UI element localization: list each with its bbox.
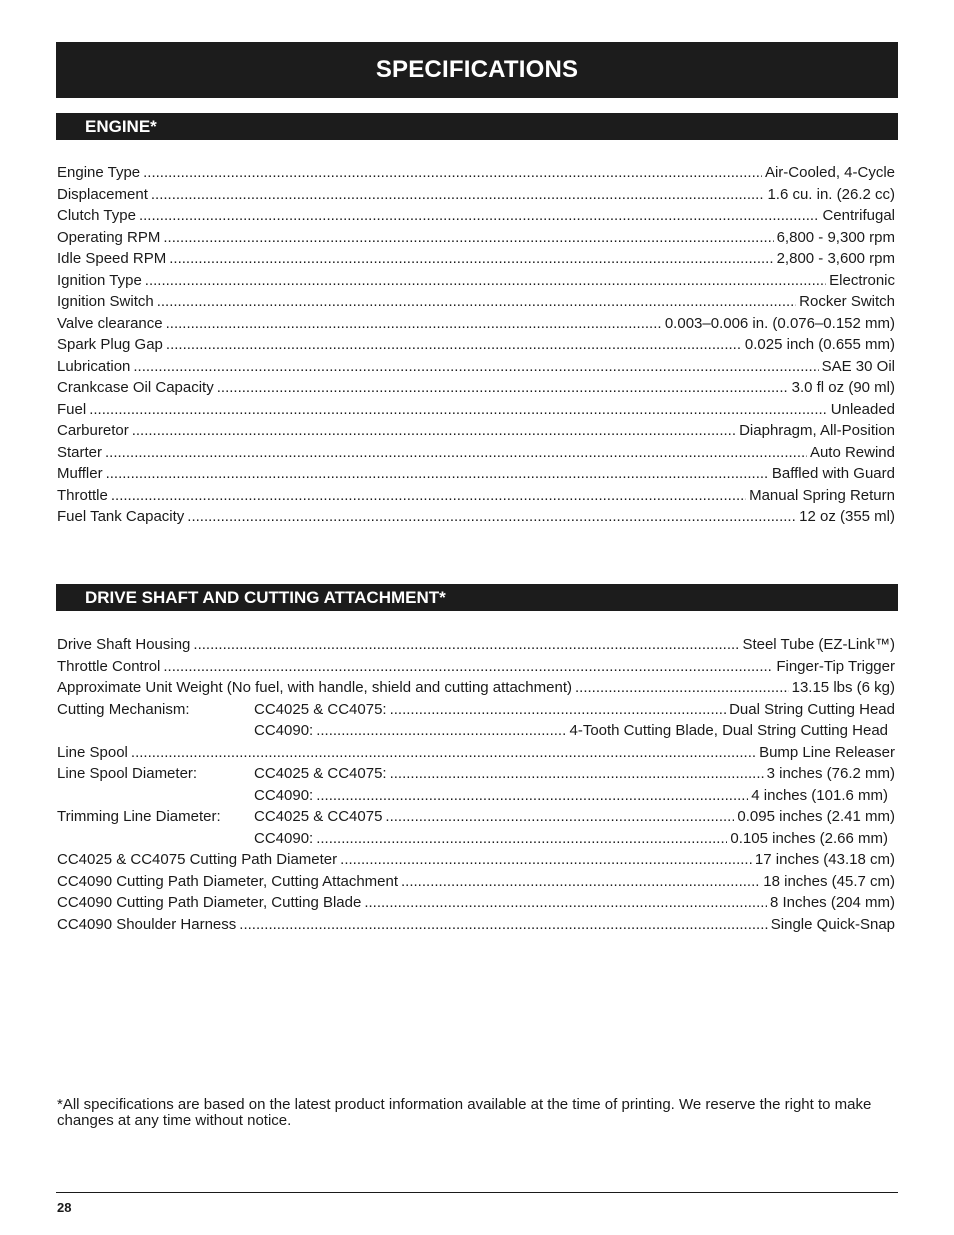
- spec-value: 3.0 fl oz (90 ml): [791, 379, 895, 396]
- spec-row: [57, 785, 895, 807]
- spec-label: CC4090 Cutting Path Diameter, Cutting Blade: [57, 894, 362, 911]
- spec-value: 1.6 cu. in. (26.2 cc): [767, 185, 895, 203]
- spec-row: [57, 828, 895, 850]
- spec-row: [57, 806, 895, 828]
- spec-row: [57, 506, 895, 528]
- spec-value: Dual String Cutting Head: [729, 700, 895, 718]
- spec-label: Line Spool: [57, 743, 128, 761]
- drive-section-title: DRIVE SHAFT AND CUTTING ATTACHMENT*: [85, 587, 446, 607]
- spec-value: 13.15 lbs (6 kg): [791, 679, 895, 696]
- spec-label: Clutch Type: [57, 207, 136, 224]
- spec-row: [57, 892, 895, 914]
- spec-label: Crankcase Oil Capacity: [57, 379, 214, 396]
- spec-row: [57, 914, 895, 936]
- dot-leader: [111, 485, 746, 507]
- spec-label: Fuel Tank Capacity: [57, 508, 185, 525]
- spec-label: Spark Plug Gap: [57, 336, 163, 353]
- dot-leader: [401, 871, 760, 893]
- spec-value: Electronic: [829, 271, 895, 289]
- spec-value: Rocker Switch: [799, 293, 895, 310]
- spec-value: Bump Line Releaser: [759, 743, 895, 761]
- spec-value: 2,800 - 3,600 rpm: [776, 250, 895, 267]
- engine-section-header: [56, 113, 898, 140]
- spec-value: 4-Tooth Cutting Blade, Dual String Cutting Head: [569, 722, 888, 739]
- dot-leader: [89, 399, 828, 421]
- spec-row: [57, 334, 895, 356]
- spec-label: CC4090 Cutting Path Diameter, Cutting Attachment: [57, 872, 399, 890]
- spec-row: [57, 677, 895, 699]
- spec-value: 0.095 inches (2.41 mm): [737, 808, 895, 825]
- spec-row: [57, 442, 895, 464]
- dot-leader: [187, 506, 796, 528]
- spec-label: Ignition Type: [57, 271, 142, 289]
- spec-label: Ignition Switch: [57, 293, 154, 310]
- spec-value: 0.003–0.006 in. (0.076–0.152 mm): [664, 314, 895, 332]
- dot-leader: [105, 442, 807, 464]
- dot-leader: [239, 914, 767, 936]
- page-title-bar: [56, 42, 898, 98]
- spec-row: [57, 313, 895, 335]
- spec-row: [57, 720, 895, 742]
- spec-row: [57, 485, 895, 507]
- dot-leader: [106, 463, 769, 485]
- footer-divider: [56, 1192, 898, 1193]
- spec-value: Diaphragm, All-Position: [739, 422, 895, 439]
- spec-row: [57, 162, 895, 184]
- dot-leader: [151, 184, 765, 206]
- spec-row: [57, 399, 895, 421]
- spec-row: [57, 248, 895, 270]
- spec-value: Steel Tube (EZ-Link™): [742, 636, 895, 653]
- spec-label: Throttle Control: [57, 657, 161, 675]
- spec-label: CC4090 Shoulder Harness: [57, 915, 237, 933]
- page-title: SPECIFICATIONS: [375, 56, 579, 83]
- spec-label: CC4025 & CC4075 Cutting Path Diameter: [57, 851, 338, 868]
- spec-row: [57, 356, 895, 378]
- page-number: 28: [57, 1200, 72, 1215]
- spec-label: Approximate Unit Weight (No fuel, with handle, shield and cutting attachment): [57, 679, 572, 696]
- spec-label: Throttle: [57, 486, 108, 504]
- spec-value: 4 inches (101.6 mm): [751, 786, 888, 804]
- spec-model: CC4090:: [254, 722, 314, 739]
- spec-value: 8 Inches (204 mm): [769, 894, 895, 911]
- spec-row: [57, 871, 895, 893]
- spec-label: Muffler: [57, 465, 103, 482]
- dot-leader: [316, 785, 748, 807]
- spec-value: SAE 30 Oil: [821, 357, 895, 375]
- spec-model: CC4025 & CC4075:: [254, 765, 387, 782]
- dot-leader: [131, 742, 756, 764]
- dot-leader: [157, 291, 796, 313]
- dot-leader: [340, 849, 752, 871]
- spec-value: 3 inches (76.2 mm): [766, 765, 895, 782]
- spec-label: Trimming Line Diameter:: [57, 808, 221, 825]
- spec-row: [57, 270, 895, 292]
- spec-label: Lubrication: [57, 357, 131, 375]
- spec-value: Auto Rewind: [809, 443, 895, 461]
- spec-model: CC4025 & CC4075: [254, 808, 383, 825]
- spec-label: Displacement: [57, 185, 148, 203]
- spec-label: Cutting Mechanism:: [57, 700, 190, 718]
- dot-leader: [316, 828, 727, 850]
- spec-label: Idle Speed RPM: [57, 250, 167, 267]
- dot-leader: [139, 205, 820, 227]
- spec-label: Line Spool Diameter:: [57, 765, 198, 782]
- spec-value: Baffled with Guard: [771, 465, 895, 482]
- dot-leader: [193, 634, 739, 656]
- spec-value: 12 oz (355 ml): [799, 508, 895, 525]
- spec-row: [57, 742, 895, 764]
- spec-row: [57, 184, 895, 206]
- spec-value: 18 inches (45.7 cm): [763, 872, 895, 890]
- dot-leader: [390, 763, 764, 785]
- engine-section-title: ENGINE*: [85, 116, 157, 136]
- spec-value: Finger-Tip Trigger: [776, 657, 895, 675]
- footnote: *All specifications are based on the latest product information available at the time of printing. We reserve the right to make changes at any time without notice.: [57, 1096, 872, 1129]
- spec-value: 6,800 - 9,300 rpm: [776, 228, 895, 246]
- spec-label: Valve clearance: [57, 314, 163, 332]
- spec-row: [57, 634, 895, 656]
- spec-value: 0.105 inches (2.66 mm): [730, 829, 888, 847]
- spec-label: Drive Shaft Housing: [57, 636, 191, 653]
- dot-leader: [133, 356, 818, 378]
- dot-leader: [143, 162, 762, 184]
- spec-value: Unleaded: [830, 400, 895, 418]
- spec-label: Starter: [57, 443, 103, 461]
- spec-row: [57, 463, 895, 485]
- spec-value: Centrifugal: [822, 207, 895, 224]
- spec-model: CC4090:: [254, 829, 314, 847]
- drive-spec-list: [57, 634, 895, 935]
- engine-spec-list: [57, 162, 895, 528]
- dot-leader: [364, 892, 767, 914]
- dot-leader: [163, 656, 773, 678]
- spec-row: [57, 420, 895, 442]
- dot-leader: [390, 699, 726, 721]
- spec-value: 0.025 inch (0.655 mm): [744, 336, 895, 353]
- spec-row: [57, 699, 895, 721]
- dot-leader: [132, 420, 736, 442]
- spec-value: Manual Spring Return: [749, 486, 895, 504]
- dot-leader: [166, 334, 742, 356]
- spec-row: [57, 849, 895, 871]
- spec-row: [57, 227, 895, 249]
- dot-leader: [166, 313, 662, 335]
- spec-label: Fuel: [57, 400, 87, 418]
- drive-section-header: [56, 584, 898, 611]
- spec-row: [57, 377, 895, 399]
- spec-value: 17 inches (43.18 cm): [754, 851, 895, 868]
- dot-leader: [145, 270, 826, 292]
- spec-model: CC4090:: [254, 786, 314, 804]
- spec-value: Air-Cooled, 4-Cycle: [764, 164, 895, 181]
- spec-row: [57, 291, 895, 313]
- dot-leader: [169, 248, 773, 270]
- dot-leader: [575, 677, 789, 699]
- spec-row: [57, 763, 895, 785]
- spec-value: Single Quick-Snap: [770, 915, 895, 933]
- dot-leader: [217, 377, 789, 399]
- spec-row: [57, 205, 895, 227]
- spec-label: Operating RPM: [57, 228, 161, 246]
- dot-leader: [316, 720, 566, 742]
- dot-leader: [163, 227, 773, 249]
- spec-row: [57, 656, 895, 678]
- spec-label: Engine Type: [57, 164, 141, 181]
- spec-model: CC4025 & CC4075:: [254, 700, 387, 718]
- spec-label: Carburetor: [57, 422, 129, 439]
- dot-leader: [385, 806, 734, 828]
